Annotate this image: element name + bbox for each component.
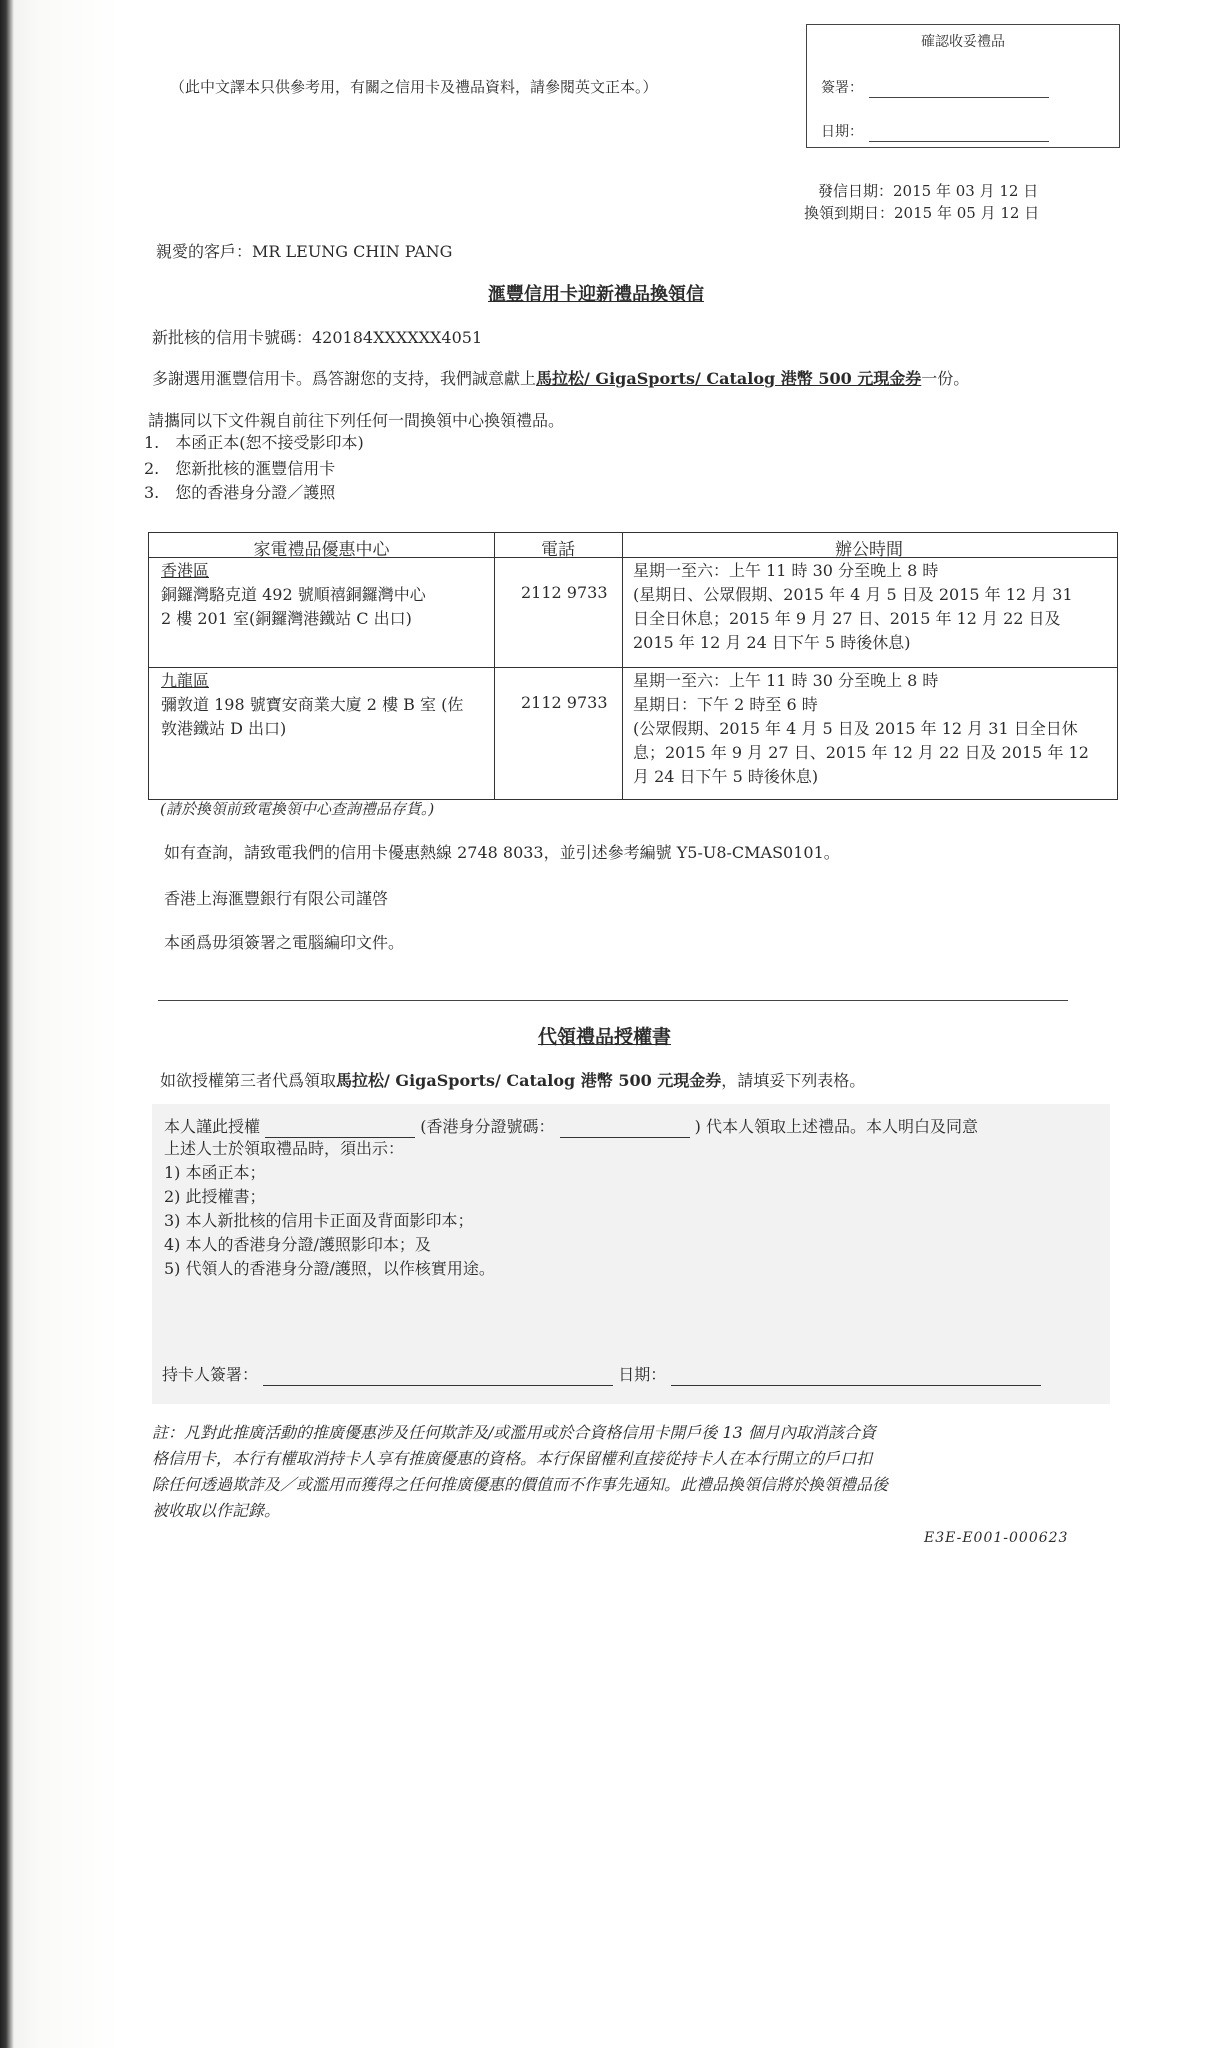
- hours-line: 星期日：下午 2 時至 6 時: [633, 695, 818, 714]
- thanks-suffix: 一份。: [921, 369, 970, 388]
- letter-title: 滙豐信用卡迎新禮品換領信: [488, 284, 704, 305]
- authorization-line-1: [164, 1116, 978, 1138]
- terms-note: [152, 1420, 888, 1524]
- instructions: 請攜同以下文件親自前往下列任何一間換領中心換領禮品。: [148, 411, 565, 430]
- cardholder-signature-field[interactable]: [263, 1367, 613, 1386]
- document-code: E3E-E001-000623: [924, 1530, 1069, 1546]
- office-hours: [633, 559, 1073, 655]
- redemption-centre-table: [148, 532, 1118, 800]
- table-header-phone: 電話: [541, 540, 575, 560]
- office-hours: [633, 669, 1089, 789]
- address-line: 2 樓 201 室(銅鑼灣港鐵站 C 出口): [161, 609, 412, 628]
- hours-line: (公眾假期、2015 年 4 月 5 日及 2015 年 12 月 31 日全日休: [633, 719, 1078, 738]
- table-row: [161, 669, 463, 741]
- authorization-date-label: 日期：: [618, 1365, 667, 1384]
- document-item-2: 2. 您新批核的滙豐信用卡: [144, 459, 336, 478]
- required-item: 4) 本人的香港身分證/護照影印本；及: [164, 1235, 431, 1254]
- table-col-divider: [494, 533, 495, 799]
- confirm-signature-label: 簽署：: [821, 80, 863, 96]
- hours-line: (星期日、公眾假期、2015 年 4 月 5 日及 2015 年 12 月 31: [633, 585, 1073, 604]
- table-row-divider: [149, 667, 1117, 668]
- region-name: 香港區: [161, 561, 210, 580]
- document-item-3: 3. 您的香港身分證／護照: [144, 483, 336, 502]
- thanks-paragraph: [152, 368, 969, 390]
- section-divider: [158, 1000, 1068, 1001]
- cardholder-signature-row: [162, 1364, 1041, 1386]
- required-item: 3) 本人新批核的信用卡正面及背面影印本；: [164, 1211, 474, 1230]
- translation-note: （此中文譯本只供參考用，有關之信用卡及禮品資料，請參閱英文正本。）: [170, 78, 658, 96]
- required-item: 5) 代領人的香港身分證/護照，以作核實用途。: [164, 1259, 495, 1278]
- phone-number: 2112 9733: [521, 693, 608, 712]
- hours-line: 星期一至六：上午 11 時 30 分至晚上 8 時: [633, 561, 939, 580]
- thanks-prefix: 多謝選用滙豐信用卡。爲答謝您的支持，我們誠意獻上: [152, 369, 537, 388]
- intro-gift: 馬拉松/ GigaSports/ Catalog 港幣 500 元現金券: [336, 1071, 722, 1090]
- hkid-field[interactable]: [560, 1119, 690, 1138]
- hours-line: 星期一至六：上午 11 時 30 分至晚上 8 時: [633, 671, 939, 690]
- bank-name: 香港上海滙豐銀行有限公司謹啓: [164, 889, 389, 908]
- authorized-person-field[interactable]: [265, 1119, 415, 1138]
- confirm-box-title: 確認收妥禮品: [921, 34, 1005, 50]
- required-item: 2) 此授權書；: [164, 1187, 266, 1206]
- hours-line: 月 24 日下午 5 時後休息): [633, 767, 819, 786]
- authorization-form: [152, 1104, 1110, 1404]
- expiry-date: 換領到期日：2015 年 05 月 12 日: [804, 204, 1040, 222]
- confirm-signature-line[interactable]: [869, 97, 1049, 98]
- authorize-label: 本人謹此授權: [164, 1117, 261, 1136]
- confirm-receipt-box: [806, 24, 1120, 148]
- enquiry-text: 如有查詢，請致電我們的信用卡優惠熱線 2748 8033，並引述參考編號 Y5-U8-CMAS0101。: [164, 843, 840, 862]
- hours-line: 息；2015 年 9 月 27 日、2015 年 12 月 22 日及 2015 年 12: [633, 743, 1089, 762]
- region-name: 九龍區: [161, 671, 210, 690]
- card-number: 新批核的信用卡號碼：420184XXXXXX4051: [152, 328, 483, 347]
- authorization-intro: [160, 1070, 865, 1092]
- computer-generated-note: 本函爲毋須簽署之電腦編印文件。: [164, 933, 405, 952]
- phone-number: 2112 9733: [521, 583, 608, 602]
- authorization-title: 代領禮品授權書: [538, 1026, 672, 1048]
- address-line: 敦港鐵站 D 出口): [161, 719, 287, 738]
- address-line: 銅鑼灣駱克道 492 號順禧銅鑼灣中心: [161, 585, 426, 604]
- note-line: 格信用卡，本行有權取消持卡人享有推廣優惠的資格。本行保留權利直接從持卡人在本行開立的戶口扣: [152, 1449, 873, 1468]
- intro-prefix: 如欲授權第三者代爲領取: [160, 1071, 337, 1090]
- table-footnote: (請於換領前致電換領中心查詢禮品存貨。): [160, 800, 435, 818]
- gift-name: 馬拉松/ GigaSports/ Catalog 港幣 500 元現金券: [536, 369, 922, 388]
- note-line: 除任何透過欺詐及／或濫用而獲得之任何推廣優惠的價值而不作事先通知。此禮品換領信將於換領禮品後: [152, 1475, 889, 1494]
- table-col-divider: [622, 533, 623, 799]
- note-line: 被收取以作記錄。: [152, 1501, 281, 1520]
- table-row: [161, 559, 426, 631]
- authorize-statement: ) 代本人領取上述禮品。本人明白及同意: [694, 1117, 978, 1136]
- table-header-hours: 辦公時間: [835, 540, 903, 560]
- confirm-date-line[interactable]: [869, 141, 1049, 142]
- confirm-date-label: 日期：: [821, 124, 863, 140]
- authorization-date-field[interactable]: [671, 1367, 1041, 1386]
- address-line: 彌敦道 198 號寶安商業大廈 2 樓 B 室 (佐: [161, 695, 464, 714]
- hours-line: 2015 年 12 月 24 日下午 5 時後休息): [633, 633, 911, 652]
- document-item-1: 1. 本函正本(恕不接受影印本): [144, 433, 364, 452]
- note-line: 註：凡對此推廣活動的推廣優惠涉及任何欺詐及/或濫用或於合資格信用卡開戶後 13 個月內取消該合資: [152, 1423, 876, 1442]
- hkid-label: (香港身分證號碼：: [420, 1117, 555, 1136]
- greeting: 親愛的客戶：MR LEUNG CHIN PANG: [156, 242, 453, 261]
- issue-date: 發信日期：2015 年 03 月 12 日: [818, 182, 1039, 200]
- authorization-line-2: 上述人士於領取禮品時，須出示：: [164, 1139, 405, 1158]
- table-header-centre: 家電禮品優惠中心: [253, 540, 390, 560]
- hours-line: 日全日休息；2015 年 9 月 27 日、2015 年 12 月 22 日及: [633, 609, 1061, 628]
- intro-suffix: ，請填妥下列表格。: [721, 1071, 866, 1090]
- required-item: 1) 本函正本；: [164, 1163, 266, 1182]
- cardholder-signature-label: 持卡人簽署：: [162, 1365, 259, 1384]
